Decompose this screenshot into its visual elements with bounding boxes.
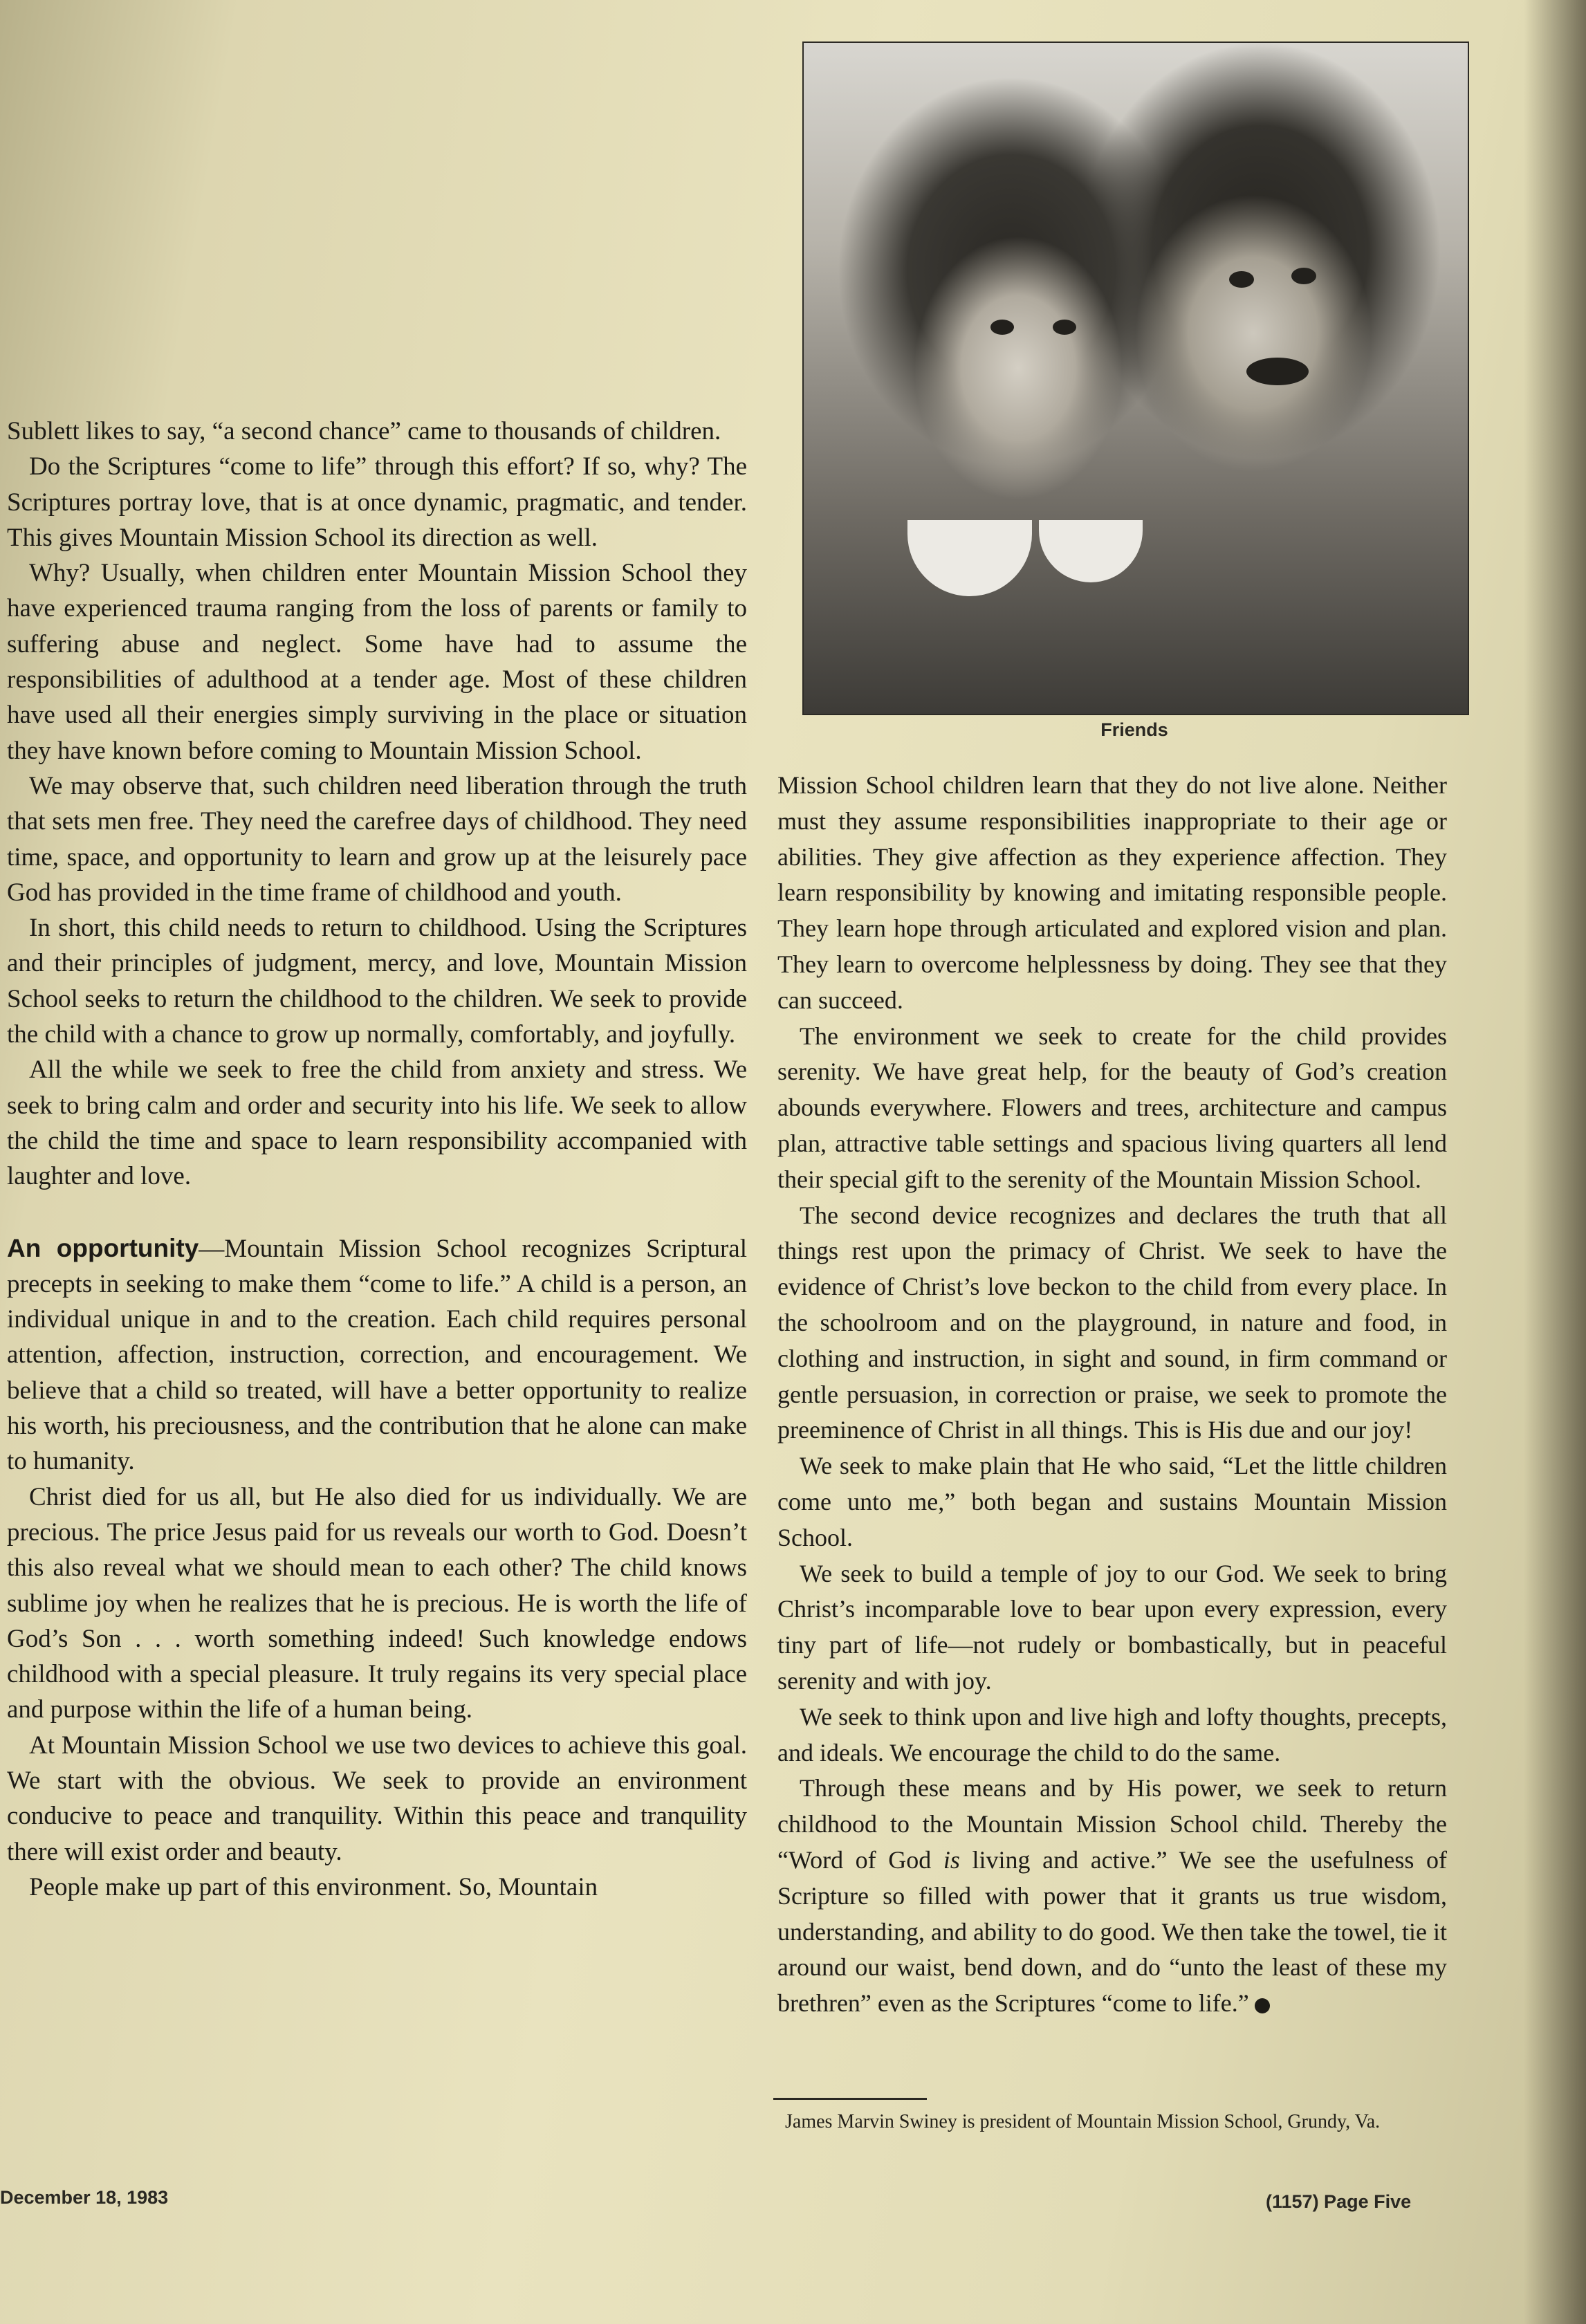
photo-caption: Friends	[1100, 719, 1168, 740]
paragraph: All the while we seek to free the child from anxiety and stress. We seek to bring calm and order and security into his life. We seek to allow the child the time and space to learn responsibility accompanied with laughter and love.	[7, 1055, 747, 1191]
paragraph-text: Through these means and by His power, we seek to return childhood to the Mountain Mission School child. Thereby the “Word of God	[777, 1774, 1447, 1874]
page-edge-shadow	[1524, 0, 1586, 2324]
photo-mouth	[1246, 358, 1309, 385]
paragraph: Sublett likes to say, “a second chance” came to thousands of children.	[7, 417, 721, 445]
paragraph: We seek to build a temple of joy to our God. We seek to bring Christ’s incomparable love to bear upon every expression, every tiny part of life—not rudely or bombastically, but in peaceful serenity and with joy.	[777, 1559, 1447, 1695]
paragraph-text: —Mountain Mission School recognizes Scriptural precepts in seeking to make them “come to life.” A child is a person, an individual unique in and to the creation. Each child requires personal attention, affection, instruction, correction, and encouragement. We believe that a child so treated, will have a better opportunity to realize his worth, his preciousness, and the contribution that he alone can make to humanity.	[7, 1234, 748, 1476]
paragraph: We seek to think upon and live high and lofty thoughts, precepts, and ideals. We encourage the child to do the same.	[777, 1702, 1447, 1767]
paragraph: Why? Usually, when children enter Mountain Mission School they have experienced trauma ranging from the loss of parents or family to suffering abuse and neglect. Some have had to assume the responsibilities of adulthood at a tender age. Most of these children have used all their energies simply surviving in the place or situation they have known before coming to Mountain Mission School.	[7, 559, 747, 765]
photo-eye	[1053, 320, 1076, 335]
photo-eye	[1229, 271, 1254, 288]
left-column	[0, 414, 747, 1905]
paragraph: Do the Scriptures “come to life” through this effort? If so, why? The Scriptures portray love, that is at once dynamic, pragmatic, and tender. This gives Mountain Mission School its direction as well.	[7, 452, 747, 552]
section-gap	[7, 1195, 747, 1230]
paragraph: People make up part of this environment. So, Mountain	[29, 1872, 598, 1901]
paragraph: We seek to make plain that He who said, “Let the little children come unto me,” both began and sustains Mountain Mission School.	[777, 1452, 1447, 1551]
subhead-paragraph	[7, 1230, 747, 1479]
paragraph: In short, this child needs to return to childhood. Using the Scriptures and their principles of judgment, mercy, and love, Mountain Mission School seeks to return the childhood to the children. We seek to provide the child with a chance to grow up normally, comfortably, and joyfully.	[7, 914, 747, 1049]
footer-date: December 18, 1983	[0, 2187, 169, 2208]
right-column	[777, 768, 1447, 2022]
photo-collar	[1039, 520, 1143, 582]
paragraph-text: living and active.” We see the usefulness of Scripture so filled with power that it grants us true wisdom, understanding, and ability to do good. We then take the towel, tie it around our waist, bend down, and do “unto the least of these my brethren” even as the Scriptures “come to life.”	[777, 1845, 1447, 2018]
emphasis: is	[943, 1845, 960, 1874]
author-bio: James Marvin Swiney is president of Mountain Mission School, Grundy, Va.	[785, 2111, 1381, 2132]
paragraph: At Mountain Mission School we use two devices to achieve this goal. We start with the obvious. We seek to provide an environment conducive to peace and tranquility. Within this peace and tranquility there will exist order and beauty.	[7, 1731, 747, 1866]
paragraph: We may observe that, such children need liberation through the truth that sets men free. They need the carefree days of childhood. They need time, space, and opportunity to learn and grow up at the leisurely pace God has provided in the time frame of childhood and youth.	[7, 771, 747, 907]
final-paragraph	[777, 1771, 1447, 2022]
bio-divider	[773, 2098, 927, 2100]
paragraph: The second device recognizes and declares the truth that all things rest upon the primacy of Christ. We seek to have the evidence of Christ’s love beckon to the child from every place. In the schoolroom and on the playground, in nature and food, in clothing and instruction, in sight and sound, in firm command or gentle persuasion, in correction or praise, we seek to promote the preeminence of Christ in all things. This is His due and our joy!	[777, 1201, 1447, 1444]
paragraph: Christ died for us all, but He also died for us individually. We are precious. The price Jesus paid for us reveals our worth to God. Doesn’t this also reveal what we should mean to each other? The child knows sublime joy when he realizes that he is precious. He is worth the life of God’s Son . . . worth something indeed! Such knowledge endows childhood with a special pleasure. It truly regains its very special place and purpose within the life of a human being.	[7, 1482, 747, 1724]
photo-eye	[990, 320, 1014, 335]
photo-collar	[907, 520, 1032, 596]
paragraph: The environment we seek to create for the child provides serenity. We have great help, for the beauty of God’s creation abounds everywhere. Flowers and trees, architecture and campus plan, attractive table settings and spacious living quarters all lend their special gift to the serenity of the Mountain Mission School.	[777, 1022, 1447, 1193]
photo-friends	[802, 42, 1469, 715]
end-mark-icon	[1255, 1998, 1270, 2013]
footer-page-number: (1157) Page Five	[1266, 2191, 1412, 2212]
paragraph: Mission School children learn that they do not live alone. Neither must they assume responsibilities inappropriate to their age or abilities. They give affection as they experience affection. They learn responsibility by knowing and imitating responsible people. They learn hope through articulated and explored vision and plan. They learn to overcome helplessness by doing. They see that they can succeed.	[777, 771, 1447, 1014]
subhead: An opportunity	[7, 1233, 199, 1262]
photo-eye	[1291, 268, 1316, 284]
